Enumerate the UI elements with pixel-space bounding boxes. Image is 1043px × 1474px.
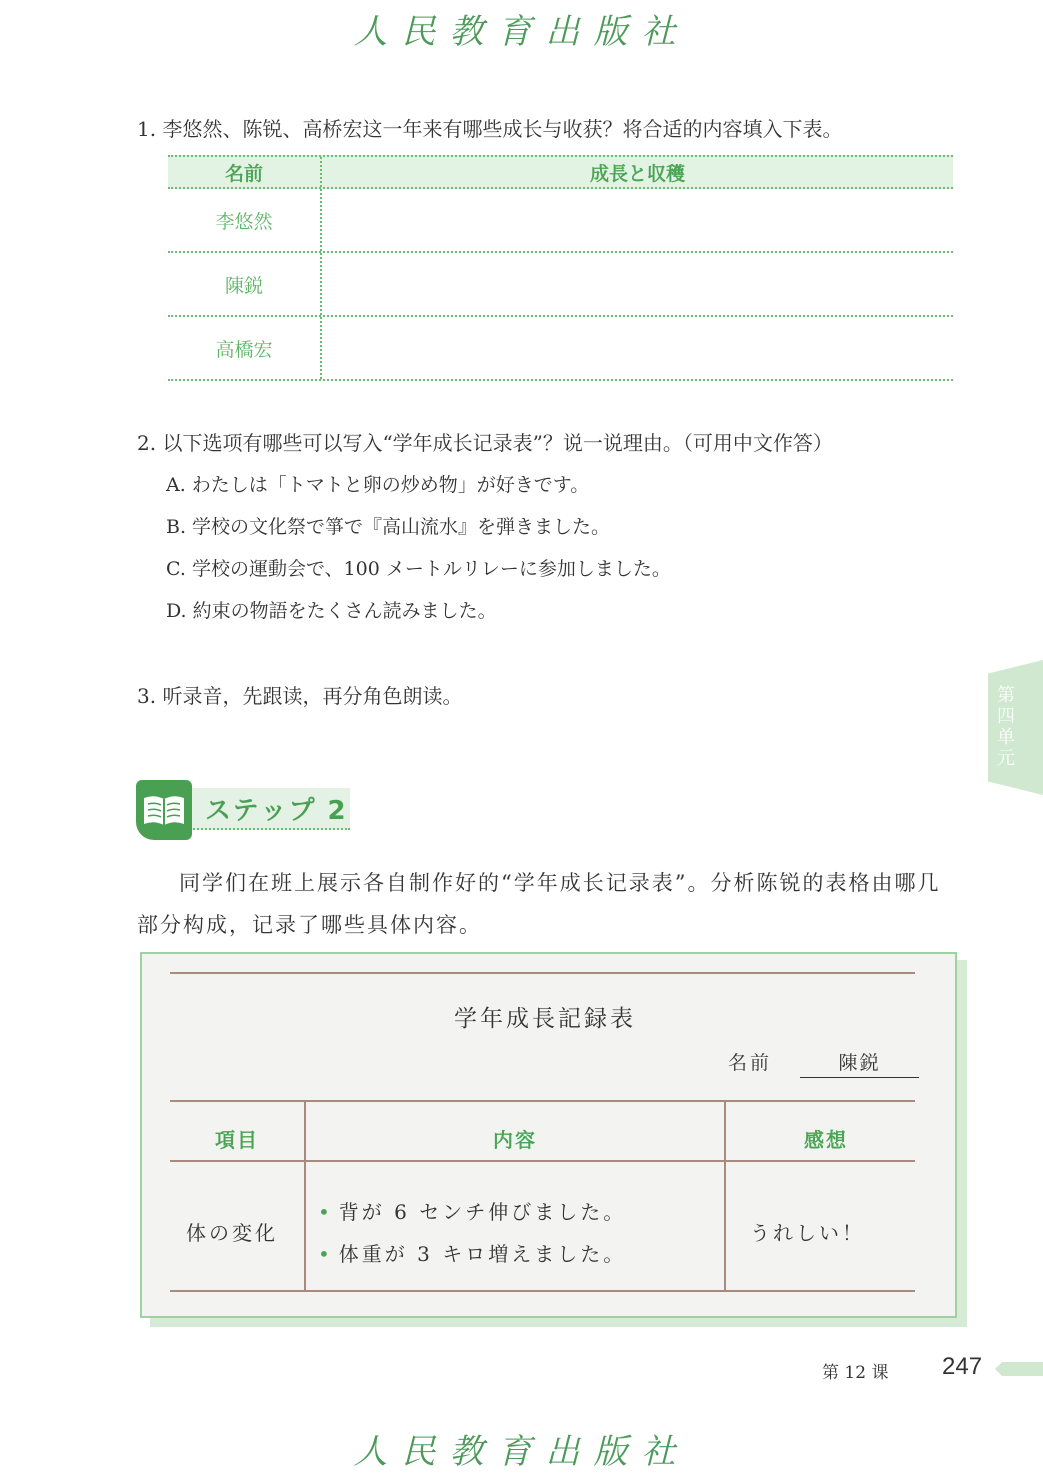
- step-paragraph: 同学们在班上展示各自制作好的“学年成长记录表”。分析陈锐的表格由哪几部分构成，记录了哪些具体内容。: [137, 871, 941, 937]
- step-icon-box: [136, 780, 192, 840]
- option-d: D. 約束の物語をたくさん読みました。: [166, 600, 497, 622]
- row-name: 高橋宏: [168, 317, 322, 379]
- row-impression: うれしい！: [750, 1221, 865, 1245]
- option-a: A. わたしは「トマトと卵の炒め物」が好きです。: [166, 474, 590, 496]
- question-3: 3. 听录音，先跟读，再分角色朗读。: [137, 684, 463, 708]
- lesson-label: 第 12 课: [822, 1363, 889, 1383]
- option-b: B. 学校の文化祭で箏で『高山流水』を弾きました。: [166, 516, 611, 538]
- header-content: 内容: [493, 1128, 537, 1152]
- page-number: 247: [942, 1353, 983, 1380]
- card-rule-header-bottom: [170, 1160, 915, 1162]
- name-label: 名前: [728, 1052, 773, 1074]
- row-name: 陳鋭: [168, 253, 322, 315]
- table-row: [168, 189, 953, 253]
- row-answer-cell[interactable]: [322, 317, 953, 379]
- row-name: 李悠然: [168, 189, 322, 251]
- question-2: 2. 以下选项有哪些可以写入“学年成长记录表”？说一说理由。（可用中文作答）: [137, 431, 833, 455]
- publisher-logo-bottom: 人民教育出版社: [353, 1432, 690, 1472]
- content-line-1: [318, 1196, 626, 1225]
- row-answer-cell[interactable]: [322, 189, 953, 251]
- table-row: [168, 253, 953, 317]
- page-tab-marker: [995, 1362, 1043, 1376]
- content-line-2: [318, 1238, 626, 1267]
- content-text-1: 背が 6 センチ伸びました。: [338, 1200, 627, 1224]
- publisher-logo-top: 人民教育出版社: [353, 12, 690, 52]
- card-rule-bottom: [170, 1290, 915, 1292]
- card-rule-header-top: [170, 1100, 915, 1102]
- content-text-2: 体重が 3 キロ増えました。: [338, 1242, 627, 1266]
- row-item: 体の変化: [186, 1221, 278, 1245]
- growth-table: [168, 155, 953, 381]
- card-rule-top: [170, 972, 915, 974]
- option-c: C. 学校の運動会で、100 メートルリレーに参加しました。: [166, 558, 671, 580]
- header-growth: 成長と収穫: [589, 162, 685, 185]
- table-row: [168, 317, 953, 381]
- question-1: 1. 李悠然、陈锐、高桥宏这一年来有哪些成长与收获？将合适的内容填入下表。: [137, 117, 843, 141]
- name-value: 陳鋭: [800, 1048, 919, 1078]
- header-item: 項目: [215, 1128, 259, 1152]
- open-book-icon: [136, 780, 192, 840]
- header-name: 名前: [168, 157, 322, 187]
- record-card-title: 学年成長記録表: [454, 1006, 636, 1032]
- growth-table-header: [168, 155, 953, 189]
- header-impression: 感想: [804, 1128, 848, 1152]
- unit-side-tab-label: 第四单元: [997, 685, 1015, 769]
- bullet-icon: •: [318, 1200, 333, 1224]
- row-answer-cell[interactable]: [322, 253, 953, 315]
- step-title: ステップ 2: [205, 796, 348, 826]
- bullet-icon: •: [318, 1242, 333, 1266]
